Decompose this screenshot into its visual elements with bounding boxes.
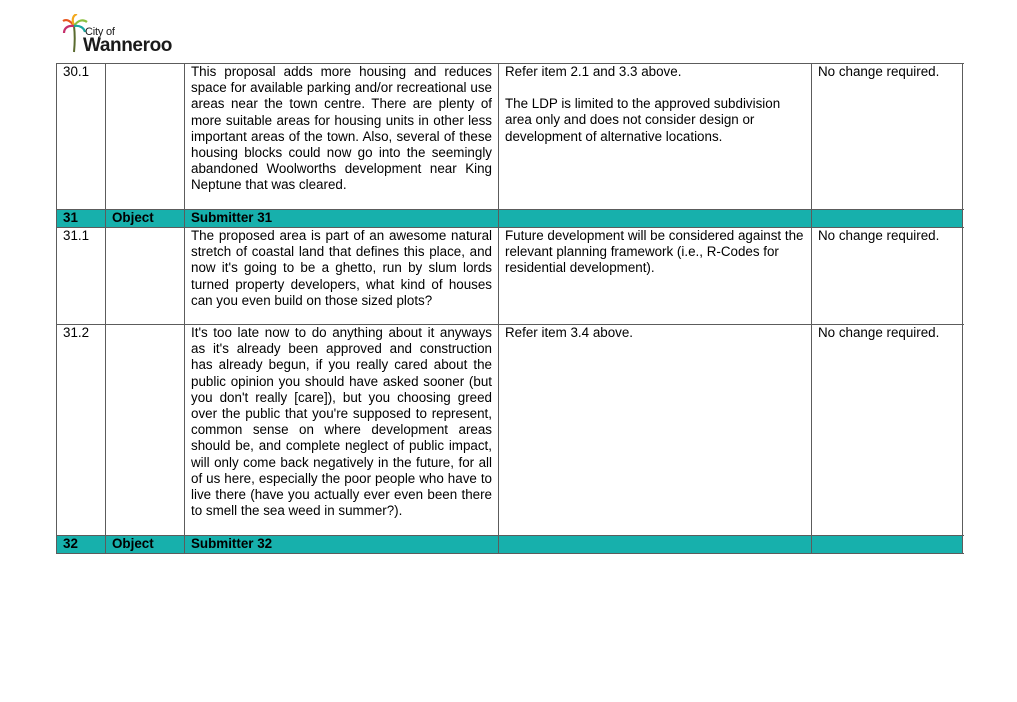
response-paragraph: Refer item 2.1 and 3.3 above. [505, 64, 682, 79]
submitter-name: Submitter 31 [185, 210, 499, 228]
recommendation-cell: No change required. [812, 228, 963, 325]
logo-line-2: Wanneroo [83, 35, 172, 56]
submission-type [106, 228, 185, 325]
item-number: 31.1 [57, 228, 106, 325]
submitter-header-row [57, 536, 963, 554]
table-row [57, 228, 963, 325]
item-number: 31.2 [57, 325, 106, 536]
response-cell [499, 64, 812, 210]
submission-type [106, 64, 185, 210]
submission-type: Object [106, 536, 185, 554]
table-row [57, 325, 963, 536]
item-number: 30.1 [57, 64, 106, 210]
response-cell: Refer item 3.4 above. [499, 325, 812, 536]
response-paragraph: The LDP is limited to the approved subdivision area only and does not consider design or development of alternative locations. [505, 96, 781, 144]
submitter-header-row [57, 210, 963, 228]
city-of-wanneroo-logo [62, 14, 182, 58]
submitter-name: Submitter 32 [185, 536, 499, 554]
response-cell: Future development will be considered against the relevant planning framework (i.e., R-Codes for residential development). [499, 228, 812, 325]
comment-cell: This proposal adds more housing and reduces space for available parking and/or recreational use areas near the town centre. There are plenty of more suitable areas for housing units in other less important areas of the town. Also, several of these housing blocks could now go into the seemingly abandoned Woolworths development near King Neptune that was cleared. [185, 64, 499, 210]
empty-cell [812, 536, 963, 554]
recommendation-cell: No change required. [812, 325, 963, 536]
submissions-table [56, 63, 963, 554]
submission-type: Object [106, 210, 185, 228]
logo-line-1: City of [85, 26, 115, 38]
submitter-number: 32 [57, 536, 106, 554]
empty-cell [499, 536, 812, 554]
comment-cell: It's too late now to do anything about it anyways as it's already been approved and construction has already begun, if you really cared about the public opinion you should have asked sooner (but you don't really [care]), but you choosing greed over the public that you're supposed to represent, common sense on where development areas should be, and complete neglect of public impact, will only come back negatively in the future, for all of us here, especially the poor people who have to live there (have you actually ever even been there to smell the sea weed in summer?). [185, 325, 499, 536]
submission-type [106, 325, 185, 536]
submitter-number: 31 [57, 210, 106, 228]
empty-cell [499, 210, 812, 228]
table-row [57, 64, 963, 210]
comment-cell: The proposed area is part of an awesome natural stretch of coastal land that defines this place, and now it's going to be a ghetto, run by slum lords turned property developers, what kind of houses can you even build on those sized plots? [185, 228, 499, 325]
empty-cell [812, 210, 963, 228]
recommendation-cell: No change required. [812, 64, 963, 210]
